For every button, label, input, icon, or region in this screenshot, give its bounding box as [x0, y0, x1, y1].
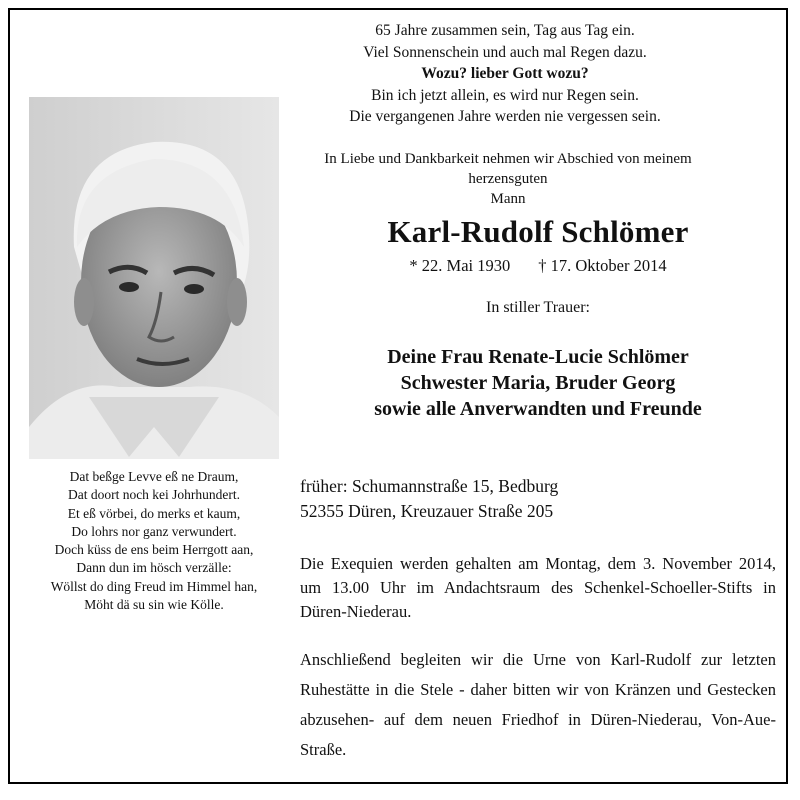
farewell-intro	[300, 149, 716, 209]
current-address: 52355 Düren, Kreuzauer Straße 205	[300, 501, 554, 521]
deceased-name: Karl-Rudolf Schlömer	[387, 214, 689, 249]
dialect-line: Et eß vörbei, do merks et kaum,	[67, 505, 241, 521]
dialect-line: Dat beßge Levve eß ne Draum,	[69, 469, 239, 484]
mourners-list	[300, 344, 776, 422]
mourner-line: Schwester Maria, Bruder Georg	[400, 372, 676, 394]
birth-date: * 22. Mai 1930	[409, 256, 511, 275]
memorial-poem	[300, 20, 710, 128]
poem-line: Wozu? lieber Gott wozu?	[421, 65, 589, 82]
dialect-line: Dat doort noch kei Johrhundert.	[67, 487, 241, 503]
dialect-line: Doch küss de ens beim Herrgott aan,	[54, 542, 254, 558]
dialect-line: Do lohrs nor ganz verwundert.	[71, 523, 237, 539]
dialect-line: Wöllst do ding Freud im Himmel han,	[50, 578, 258, 594]
mourner-line: sowie alle Anverwandten und Freunde	[374, 398, 702, 420]
death-date: † 17. Oktober 2014	[538, 256, 667, 275]
life-dates	[300, 256, 776, 276]
poem-line: Viel Sonnenschein und auch mal Regen dazu.	[363, 43, 647, 61]
poem-line: 65 Jahre zusammen sein, Tag aus Tag ein.	[375, 22, 635, 39]
intro-line: In Liebe und Dankbarkeit nehmen wir Abschied von meinem herzensguten	[324, 151, 692, 187]
urn-paragraph: Anschließend begleiten wir die Urne von Karl-Rudolf zur letzten Ruhestätte in die Stele - daher bitten wir von Kränzen und Gestecken abzusehen- auf dem neuen Friedhof in Düren-Niederau, Von-Aue-Straße.	[300, 650, 776, 759]
intro-line: Mann	[490, 191, 526, 207]
address-block	[300, 474, 558, 524]
dialect-poem	[29, 468, 279, 614]
former-address: früher: Schumannstraße 15, Bedburg	[300, 476, 559, 496]
dialect-line: Möht dä su sin wie Kölle.	[84, 597, 224, 613]
mourner-line: Deine Frau Renate-Lucie Schlömer	[387, 346, 689, 368]
dialect-line: Dann dun im hösch verzälle:	[76, 560, 232, 576]
portrait-photo	[29, 97, 279, 459]
poem-line: Bin ich jetzt allein, es wird nur Regen sein.	[371, 86, 639, 104]
poem-line: Die vergangenen Jahre werden nie vergessen sein.	[349, 108, 661, 125]
mourning-label: In stiller Trauer:	[486, 299, 590, 316]
exequien-paragraph: Die Exequien werden gehalten am Montag, dem 3. November 2014, um 13.00 Uhr im Andachtsraum des Schenkel-Schoeller-Stifts in Düren-Niederau.	[300, 554, 776, 621]
